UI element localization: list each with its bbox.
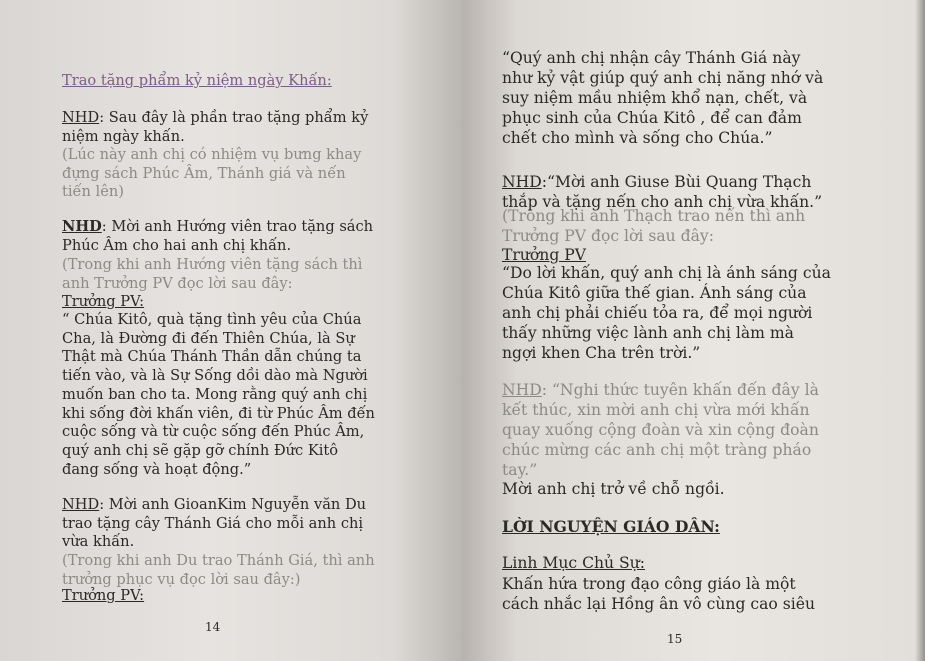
paragraph-text: :“Mời anh Giuse Bùi Quang Thạch thắp và tặng nến cho anh chị vừa khấn.” xyxy=(502,173,823,211)
quote-paragraph: “Do lời khấn, quý anh chị là ánh sáng của Chúa Kitô giữa thế gian. Ánh sáng của anh chị phải chiếu tỏa ra, để mọi người thấy những việc lành anh chị làm mà ngợi khen Cha trên trời.” xyxy=(502,264,831,362)
paragraph-text: : Mời anh Hướng viên trao tặng sách Phúc Âm cho hai anh chị khấn. xyxy=(62,218,374,254)
section-title: LỜI NGUYỆN GIÁO DÂN: xyxy=(502,517,720,536)
paragraph-text: : Mời anh GioanKim Nguyễn văn Du trao tặng cây Thánh Giá cho mỗi anh chị vừa khấn. xyxy=(62,496,367,551)
speaker-label: Trưởng PV: xyxy=(62,293,145,310)
speaker-label: Trưởng PV: xyxy=(62,587,145,604)
stage-direction: (Trong khi anh Thạch trao nến thì anh Trưởng PV đọc lời sau đây: xyxy=(502,207,806,245)
quote-paragraph: “Quý anh chị nhận cây Thánh Giá này như kỷ vật giúp quý anh chị năng nhớ và suy niệm mầu nhiệm khổ nạn, chết, và phục sinh của Chúa Kitô , để can đảm chết cho mình và sống cho Chúa.” xyxy=(502,49,824,147)
speaker-label: Linh Mục Chủ Sự: xyxy=(502,554,646,572)
paragraph-nhd-3 xyxy=(62,496,378,552)
left-page xyxy=(0,0,462,661)
quote-paragraph: “ Chúa Kitô, quà tặng tình yêu của Chúa Cha, là Đường đi đến Thiên Chúa, là Sự Thật mà Chúa Thánh Thần dẫn chúng ta tiến vào, và là Sự Sống dồi dào mà Người muốn ban cho ta. Mong rằng quý anh chị khi sống đời khấn viên, đi từ Phúc Âm đến cuộc sống và từ cuộc sống đến Phúc Âm, quý anh chị sẽ gặp gỡ chính Đức Kitô đang sống và hoạt động.” xyxy=(62,311,375,478)
paragraph-text: : Sau đây là phần trao tặng phẩm kỷ niệm ngày khấn. xyxy=(62,109,369,145)
nhd-label: NHD xyxy=(62,218,102,235)
paragraph-text: : “Nghi thức tuyên khấn đến đây là kết thúc, xin mời anh chị vừa mới khấn quay xuống cộng đoàn và xin cộng đoàn chúc mừng các anh chị một tràng pháo tay.” xyxy=(502,381,819,479)
stage-direction: (Lúc này anh chị có nhiệm vụ bưng khay đựng sách Phúc Âm, Thánh giá và nến tiến lên) xyxy=(62,146,362,201)
stage-direction: (Trong khi anh Hướng viên tặng sách thì anh Trưởng PV đọc lời sau đây: xyxy=(62,256,363,292)
paragraph-nhd-1 xyxy=(62,109,378,146)
nhd-label: NHD xyxy=(62,496,100,513)
paragraph-nhd-5 xyxy=(502,380,832,480)
nhd-label: NHD xyxy=(502,381,542,399)
page-number: 15 xyxy=(667,632,683,646)
speaker-label: Trưởng PV xyxy=(502,246,587,264)
nhd-label: NHD xyxy=(502,173,542,191)
section-heading: Trao tặng phẩm kỷ niệm ngày Khấn: xyxy=(62,72,332,89)
stage-direction: (Trong khi anh Du trao Thánh Giá, thì anh trưởng phục vụ đọc lời sau đây:) xyxy=(62,552,375,588)
paragraph-text: Khấn hứa trong đạo công giáo là một cách nhắc lại Hồng ân vô cùng cao siêu xyxy=(502,575,816,613)
nhd-label: NHD xyxy=(62,109,100,126)
right-page xyxy=(462,0,925,661)
closing-line: Mời anh chị trở về chỗ ngồi. xyxy=(502,480,725,498)
page-number: 14 xyxy=(205,620,221,634)
paragraph-nhd-2 xyxy=(62,218,378,255)
